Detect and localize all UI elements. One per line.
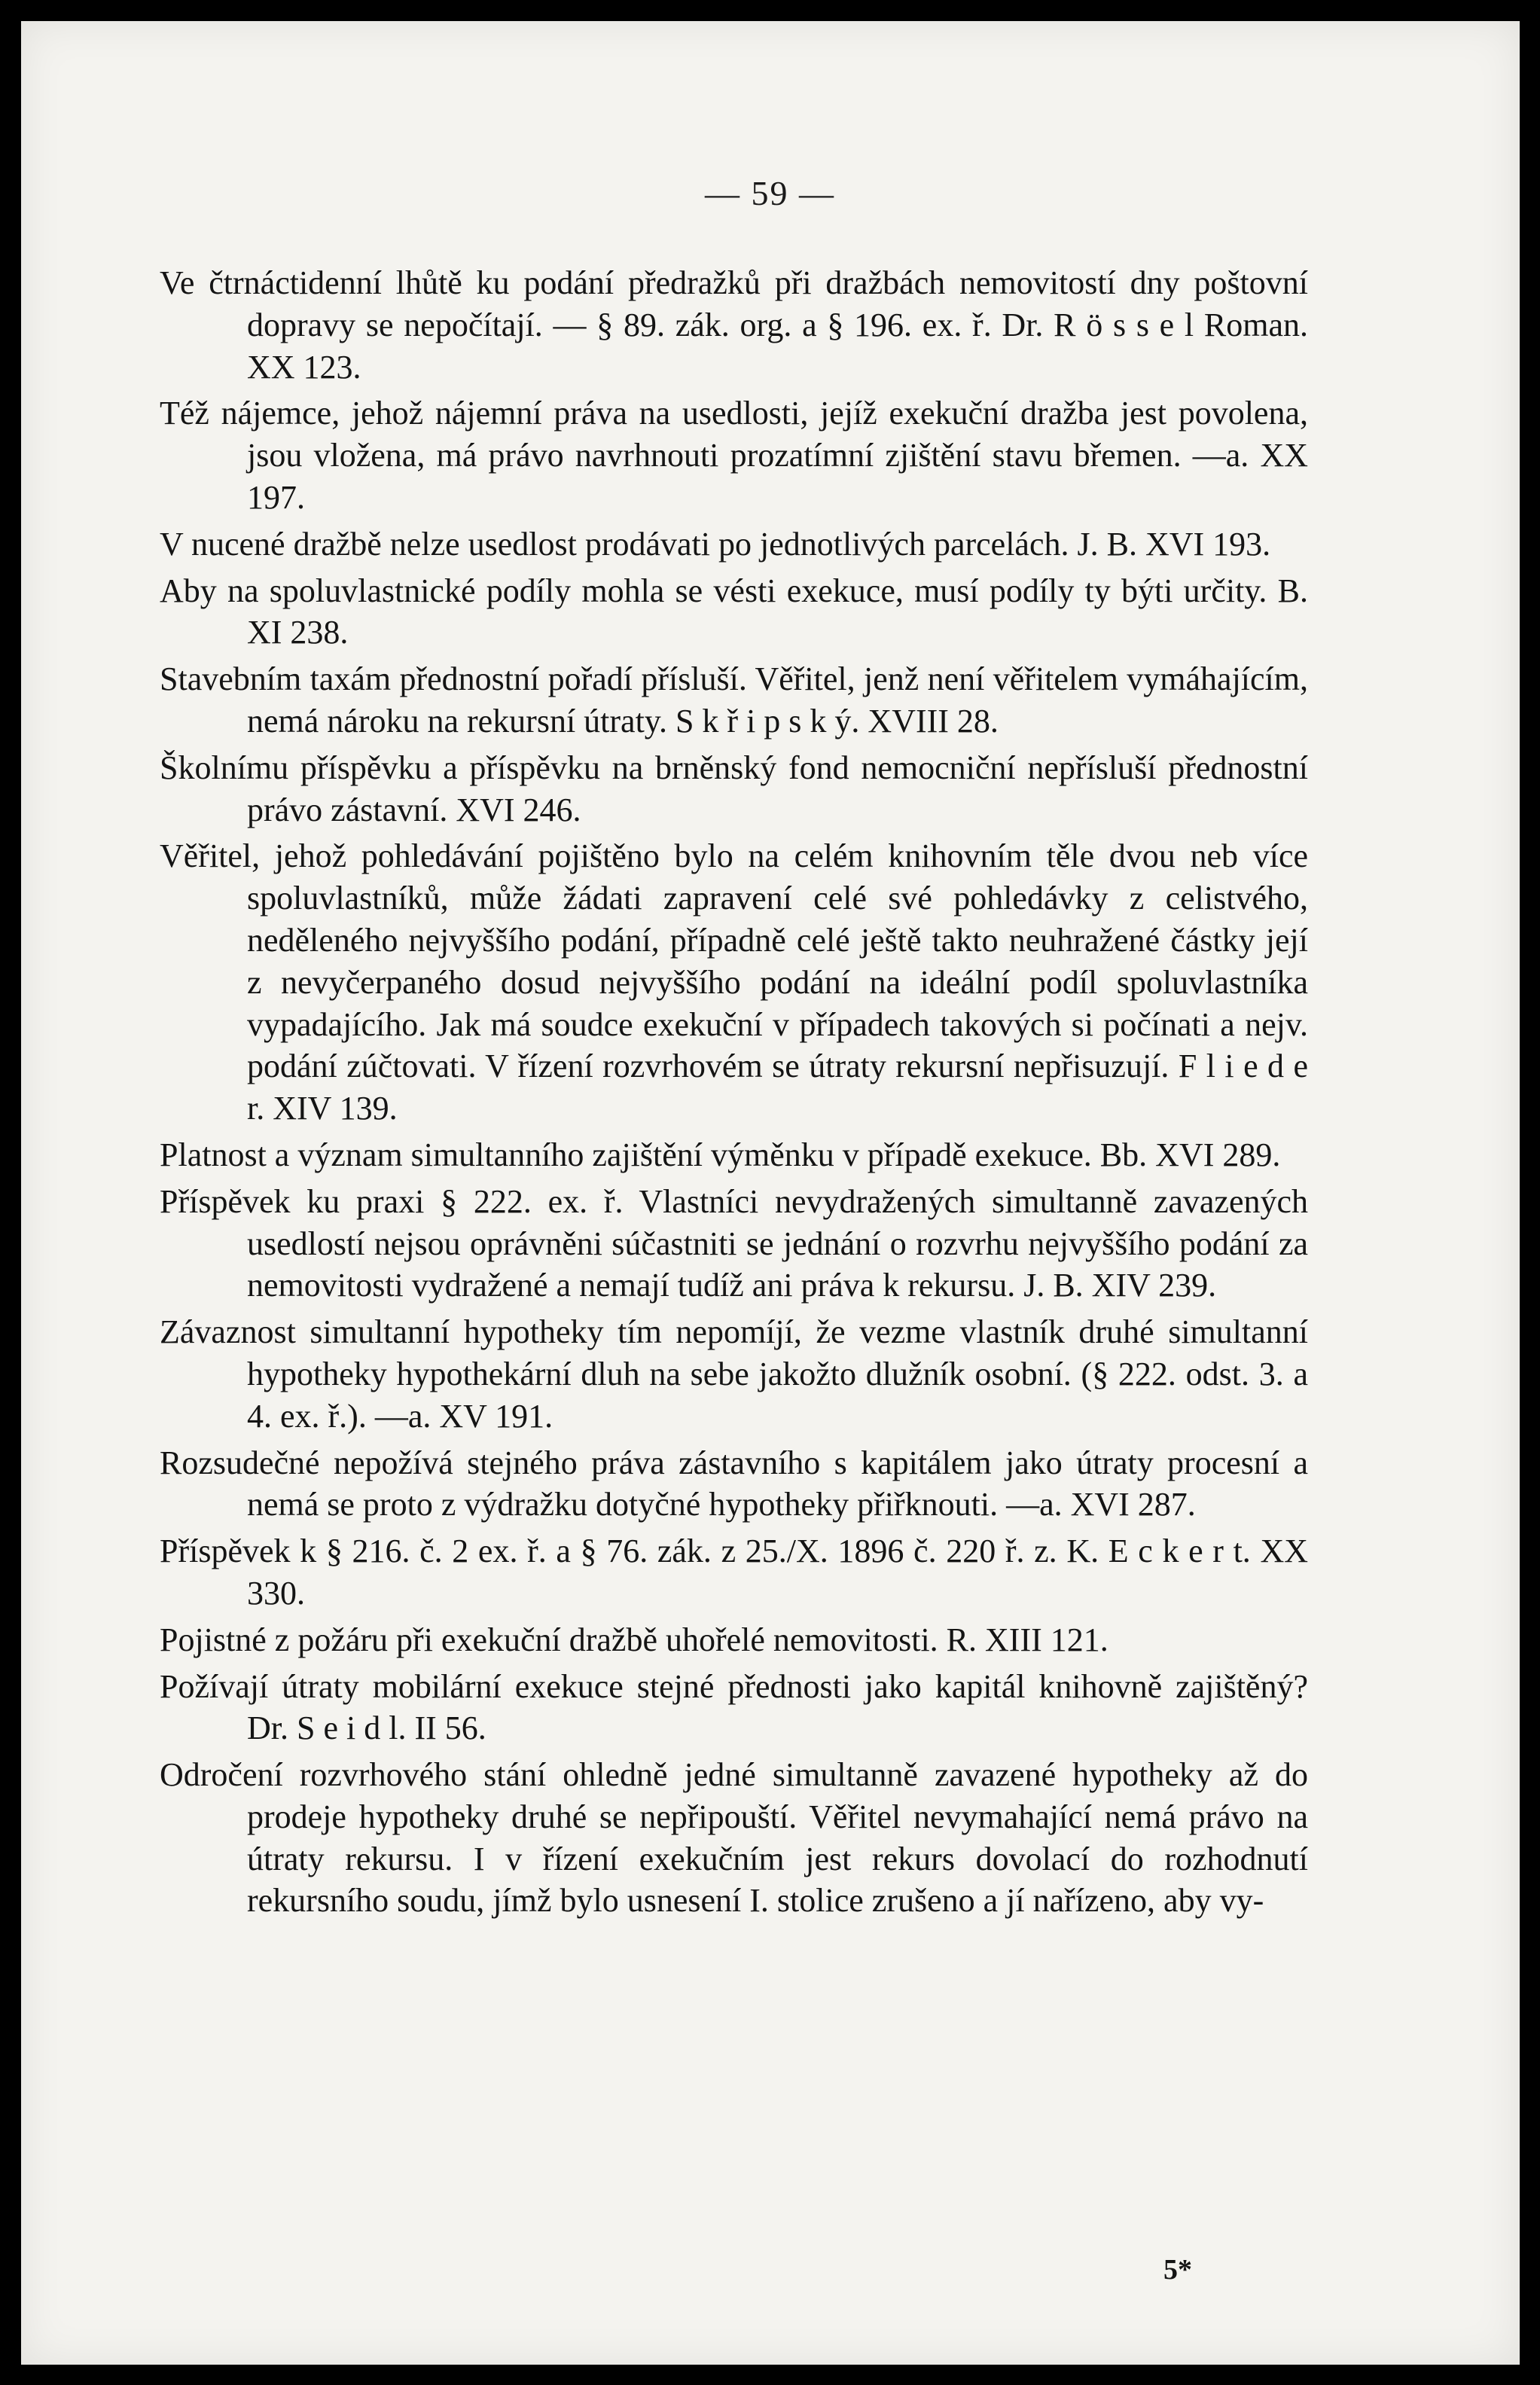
entry-list — [160, 262, 1308, 1926]
entry-4: Aby na spoluvlastnické podíly mohla se vésti exekuce, musí podíly ty býti určity. B. XI 238. — [160, 572, 1308, 651]
entry-6: Školnímu příspěvku a příspěvku na brněnský fond nemocniční nepřísluší přednostní právo zástavní. XVI 246. — [160, 749, 1308, 828]
entry-15: Odročení rozvrhového stání ohledně jedné simultanně zavazené hypotheky až do prodeje hypotheky druhé se nepřipouští. Věřitel nevymahající nemá právo na útraty rekursu. I v řízení exekučním jest rekurs dovolací do rozhodnutí rekursního soudu, jímž bylo usnesení I. stolice zrušeno a jí nařízeno, aby vy- — [160, 1756, 1308, 1920]
page-number: — 59 — — [705, 174, 835, 212]
entry-5: Stavebním taxám přednostní pořadí přísluší. Věřitel, jenž není věřitelem vymáhajícím, nemá nároku na rekursní útraty. S k ř i p s k ý. XVIII 28. — [160, 660, 1308, 740]
entry-2: Též nájemce, jehož nájemní práva na usedlosti, jejíž exekuční dražba jest povolena, jsou vložena, má právo navrhnouti prozatímní zjištění stavu břemen. —a. XX 197. — [160, 395, 1308, 516]
entry-11: Rozsudečné nepožívá stejného práva zástavního s kapitálem jako útraty procesní a nemá se proto z výdražku dotyčné hypotheky přiřknouti. —a. XVI 287. — [160, 1444, 1308, 1523]
entry-12: Příspěvek k § 216. č. 2 ex. ř. a § 76. zák. z 25./X. 1896 č. 220 ř. z. K. E c k e r t. XX 330. — [160, 1533, 1308, 1612]
entry-13: Pojistné z požáru při exekuční dražbě uhořelé nemovitosti. R. XIII 121. — [160, 1621, 1108, 1658]
entry-14: Požívají útraty mobilární exekuce stejné přednosti jako kapitál knihovně zajištěný? Dr. S e i d l. II 56. — [160, 1667, 1308, 1747]
entry-9: Příspěvek ku praxi § 222. ex. ř. Vlastníci nevydražených simultanně zavazených usedlostí nejsou oprávněni súčastniti se jednání o rozvrhu nejvyššího podání za nemovitosti vydražené a nemají tudíž ani práva k rekursu. J. B. XIV 239. — [160, 1182, 1308, 1304]
entry-8: Platnost a význam simultanního zajištění výměnku v případě exekuce. Bb. XVI 289. — [160, 1136, 1281, 1173]
entry-10: Závaznost simultanní hypotheky tím nepomíjí, že vezme vlastník druhé simultanní hypotheky hypothekární dluh na sebe jakožto dlužník osobní. (§ 222. odst. 3. a 4. ex. ř.). —a. XV 191. — [160, 1313, 1308, 1435]
signature-mark: 5* — [1163, 2254, 1192, 2286]
entry-3: V nucené dražbě nelze usedlost prodávati po jednotlivých parcelách. J. B. XVI 193. — [160, 525, 1271, 563]
entry-7: Věřitel, jehož pohledávání pojištěno bylo na celém knihovním těle dvou neb více spoluvlastníků, může žádati zapravení celé své pohledávky z celistvého, neděleného nejvyššího podání, případně celé ještě takto neuhražené částky její z nevyčerpaného dosud nejvyššího podání na ideální podíl spoluvlastníka vypadajícího. Jak má soudce exekuční v případech takových si počínati a nejv. podání zúčtovati. V řízení rozvrhovém se útraty rekursní nepřisuzují. F l i e d e r. XIV 139. — [160, 837, 1308, 1127]
entry-1: Ve čtrnáctidenní lhůtě ku podání předražků při dražbách nemovitostí dny poštovní dopravy se nepočítají. — § 89. zák. org. a § 196. ex. ř. Dr. R ö s s e l Roman. XX 123. — [160, 264, 1308, 386]
